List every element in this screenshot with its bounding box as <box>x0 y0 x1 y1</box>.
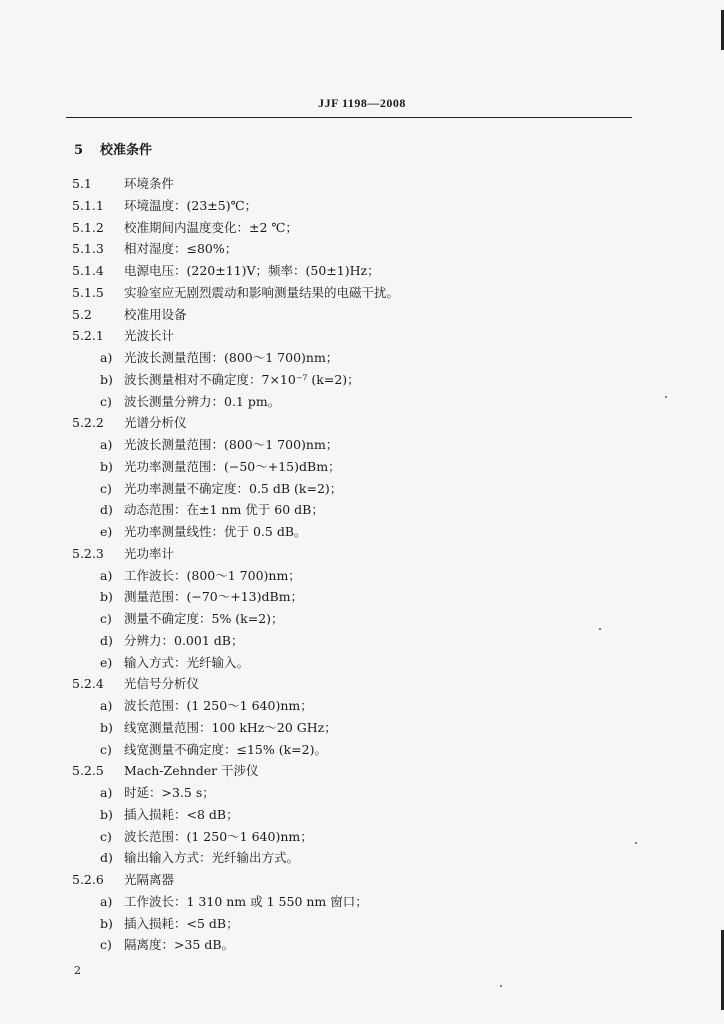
list-item-text: 测量不确定度：5% (k=2)； <box>124 611 284 626</box>
clause-number: 5.2.4 <box>72 676 104 691</box>
clause <box>72 263 380 279</box>
clause-text: 校准用设备 <box>124 307 187 322</box>
clause-text: 光隔离器 <box>124 872 175 887</box>
clause <box>72 241 237 257</box>
list-item-marker: b) <box>100 807 113 822</box>
list-item-text: 动态范围：在±1 nm 优于 60 dB； <box>124 502 324 517</box>
clause <box>72 763 259 779</box>
list-item-text: 插入损耗：<5 dB； <box>124 916 239 931</box>
list-item-text: 波长测量分辨力：0.1 pm。 <box>124 394 281 409</box>
clause-number: 5.2.5 <box>72 763 104 778</box>
clause-text: 光谱分析仪 <box>124 415 187 430</box>
clause-text: 环境条件 <box>124 176 175 191</box>
list-item <box>100 372 360 388</box>
list-item-text: 输出输入方式：光纤输出方式。 <box>124 850 300 865</box>
list-item-text: 光功率测量线性：优于 0.5 dB。 <box>124 524 307 539</box>
clause-text: 光信号分析仪 <box>124 676 200 691</box>
clause <box>72 176 174 192</box>
clause-text: 实验室应无剧烈震动和影响测量结果的电磁干扰。 <box>124 285 400 300</box>
list-item-marker: a) <box>100 437 113 452</box>
list-item-marker: c) <box>100 611 112 626</box>
list-item-text: 工作波长：1 310 nm 或 1 550 nm 窗口； <box>124 894 368 909</box>
list-item <box>100 568 301 584</box>
list-item-marker: c) <box>100 481 112 496</box>
clause-number: 5.1.1 <box>72 198 104 213</box>
clause <box>72 546 174 562</box>
list-item <box>100 611 284 627</box>
list-item-marker: b) <box>100 372 113 387</box>
list-item-text: 光功率测量范围：(−50～+15)dBm； <box>124 459 341 474</box>
clause-text: 电源电压：(220±11)V；频率：(50±1)Hz； <box>124 263 380 278</box>
list-item-marker: a) <box>100 894 113 909</box>
list-item-text: 光波长测量范围：(800～1 700)nm； <box>124 350 339 365</box>
list-item <box>100 633 243 649</box>
list-item <box>100 742 327 758</box>
list-item-marker: a) <box>100 785 113 800</box>
list-item <box>100 350 338 366</box>
clause-number: 5.1.5 <box>72 285 104 300</box>
list-item <box>100 502 324 518</box>
list-item <box>100 937 234 953</box>
list-item-text: 波长测量相对不确定度：7×10⁻⁷ (k=2)； <box>124 372 360 387</box>
list-item-marker: d) <box>100 850 113 865</box>
list-item-marker: c) <box>100 742 112 757</box>
scan-speck <box>599 628 601 630</box>
clause-number: 5.2.6 <box>72 872 104 887</box>
list-item <box>100 698 313 714</box>
clause-text: 校准期间内温度变化：±2 ℃； <box>124 220 298 235</box>
list-item <box>100 807 239 823</box>
page-number: 2 <box>74 964 81 977</box>
list-item-text: 工作波长：(800～1 700)nm； <box>124 568 301 583</box>
list-item-text: 插入损耗：<8 dB； <box>124 807 239 822</box>
list-item <box>100 524 307 540</box>
list-item <box>100 394 280 410</box>
list-item-marker: d) <box>100 633 113 648</box>
list-item-marker: b) <box>100 589 113 604</box>
header-rule <box>66 117 632 118</box>
clause-number: 5.1 <box>72 176 92 191</box>
clause <box>72 285 399 301</box>
section-number: 5 <box>74 143 84 158</box>
list-item <box>100 589 303 605</box>
clause <box>72 307 187 323</box>
clause <box>72 220 298 236</box>
clause <box>72 415 187 431</box>
section-heading <box>74 143 152 159</box>
clause-text: 光波长计 <box>124 328 175 343</box>
list-item-marker: b) <box>100 459 113 474</box>
list-item-marker: d) <box>100 502 113 517</box>
clause-number: 5.1.4 <box>72 263 104 278</box>
list-item-marker: c) <box>100 394 112 409</box>
list-item <box>100 720 337 736</box>
list-item-text: 分辨力：0.001 dB； <box>124 633 244 648</box>
list-item-marker: e) <box>100 655 113 670</box>
list-item <box>100 829 313 845</box>
list-item <box>100 459 341 475</box>
list-item-text: 线宽测量范围：100 kHz～20 GHz； <box>124 720 337 735</box>
list-item-text: 时延：>3.5 s； <box>124 785 215 800</box>
clause-number: 5.1.2 <box>72 220 104 235</box>
clause-text: 相对湿度：≤80%； <box>124 241 238 256</box>
list-item-text: 波长范围：(1 250～1 640)nm； <box>124 698 313 713</box>
clause-number: 5.1.3 <box>72 241 104 256</box>
list-item-text: 线宽测量不确定度：≤15% (k=2)。 <box>124 742 327 757</box>
clause <box>72 198 257 214</box>
clause-number: 5.2 <box>72 307 92 322</box>
scan-speck <box>665 396 667 398</box>
clause <box>72 676 199 692</box>
list-item-marker: e) <box>100 524 113 539</box>
clause-number: 5.2.1 <box>72 328 104 343</box>
clause-text: 环境温度：(23±5)℃； <box>124 198 258 213</box>
list-item <box>100 894 368 910</box>
list-item-marker: b) <box>100 916 113 931</box>
list-item <box>100 785 215 801</box>
list-item-marker: c) <box>100 829 112 844</box>
list-item-text: 隔离度：>35 dB。 <box>124 937 235 952</box>
list-item-marker: a) <box>100 568 113 583</box>
clause-text: 光功率计 <box>124 546 175 561</box>
list-item <box>100 916 239 932</box>
clause-text: Mach-Zehnder 干涉仪 <box>124 763 259 778</box>
list-item <box>100 437 338 453</box>
section-title: 校准条件 <box>100 143 153 158</box>
list-item-text: 波长范围：(1 250～1 640)nm； <box>124 829 313 844</box>
list-item-text: 输入方式：光纤输入。 <box>124 655 250 670</box>
list-item-marker: c) <box>100 937 112 952</box>
list-item <box>100 850 299 866</box>
document-header: JJF 1198—2008 <box>318 96 406 110</box>
clause <box>72 328 174 344</box>
scan-speck <box>635 842 637 844</box>
list-item-text: 光功率测量不确定度：0.5 dB (k=2)； <box>124 481 343 496</box>
clause <box>72 872 174 888</box>
list-item <box>100 655 249 671</box>
list-item <box>100 481 342 497</box>
clause-number: 5.2.3 <box>72 546 104 561</box>
list-item-text: 光波长测量范围：(800～1 700)nm； <box>124 437 339 452</box>
list-item-marker: a) <box>100 698 113 713</box>
list-item-text: 测量范围：(−70～+13)dBm； <box>124 589 304 604</box>
list-item-marker: b) <box>100 720 113 735</box>
scan-speck <box>500 985 502 987</box>
list-item-marker: a) <box>100 350 113 365</box>
clause-number: 5.2.2 <box>72 415 104 430</box>
